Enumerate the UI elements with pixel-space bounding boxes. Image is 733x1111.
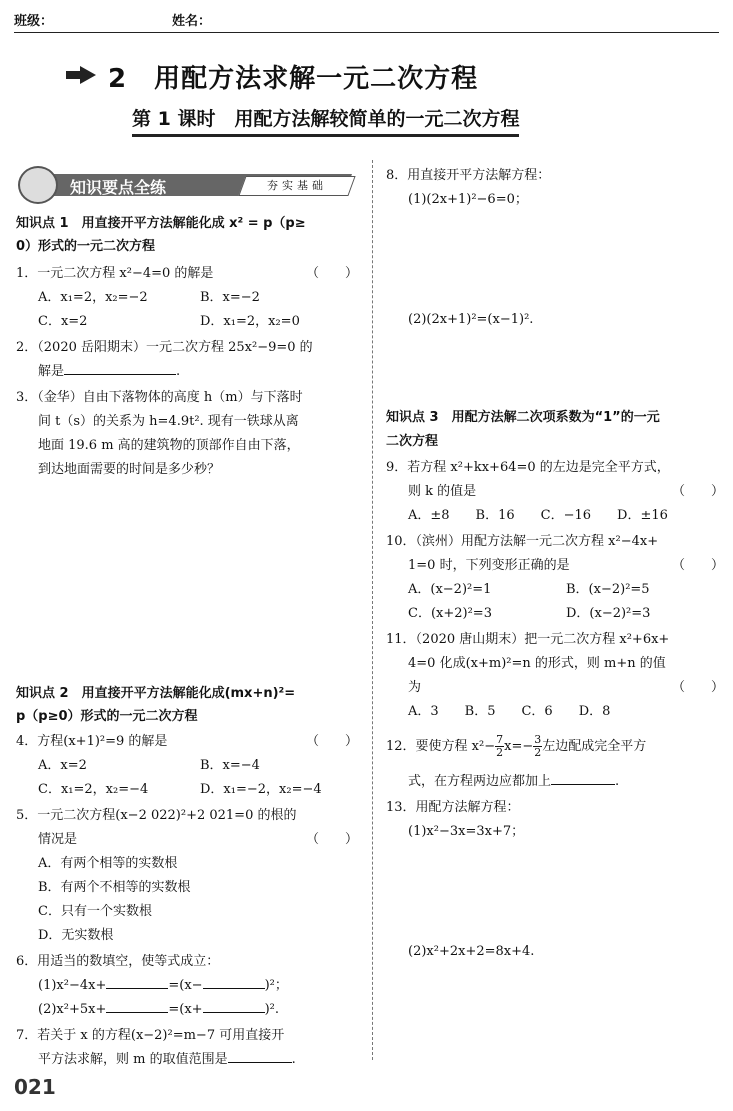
question-9-line1: 9．若方程 x²+kx+64=0 的左边是完全平方式， [386, 460, 670, 475]
banner-label: 知识要点全练 [70, 178, 167, 197]
q6-1-text-b: =(x− [168, 978, 203, 993]
knowledge-point-3-line2: 二次方程 [386, 434, 439, 449]
period: . [291, 1052, 296, 1067]
option-d: D．(x−2)²=3 [566, 606, 651, 621]
option-b: B．(x−2)²=5 [566, 582, 650, 597]
question-12-line1 [386, 734, 646, 759]
section-banner [14, 166, 356, 200]
fraction [495, 734, 504, 759]
option-c: C．x=2 [38, 314, 88, 329]
knowledge-point-2-line1: 知识点 2 用直接开平方法解能化成(mx+n)²= [16, 686, 296, 701]
q12-text-c: 式，在方程两边应都加上 [408, 774, 552, 789]
answer-blank[interactable] [106, 974, 168, 989]
answer-blank[interactable] [203, 974, 265, 989]
question-11-line2: 4=0 化成(x+m)²=n 的形式，则 m+n 的值 [408, 656, 666, 671]
option-c: C．x₁=2，x₂=−4 [38, 782, 149, 797]
question-9-line2: 则 k 的值是 [408, 484, 477, 499]
question-7-line1: 7．若关于 x 的方程(x−2)²=m−7 可用直接开 [16, 1028, 285, 1043]
question-12-line2 [408, 770, 619, 794]
question-3-line3: 地面 19.6 m 高的建筑物的顶部作自由下落， [38, 438, 300, 453]
question-13-part-1: (1)x²−3x=3x+7； [408, 824, 525, 839]
option-a: A．x₁=2，x₂=−2 [38, 290, 148, 305]
q6-2-text-c: )². [264, 1002, 279, 1017]
question-13-part-2: (2)x²+2x+2=8x+4. [408, 944, 535, 959]
question-6-part-1 [38, 974, 288, 998]
question-5-line1: 5．一元二次方程(x−2 022)²+2 021=0 的根的 [16, 808, 297, 823]
question-13: 13．用配方法解方程： [386, 800, 520, 815]
option-d: D．x₁=−2，x₂=−4 [200, 782, 322, 797]
q12-text-a: 12．要使方程 x²− [386, 739, 496, 754]
question-2-line2 [38, 360, 180, 384]
fraction-numerator: 3 [534, 733, 542, 746]
option-a: A．(x−2)²=1 [408, 582, 492, 597]
q12-text-b: 左边配成完全平方 [542, 739, 647, 754]
option-d: D．x₁=2，x₂=0 [200, 314, 300, 329]
option-d: D．无实数根 [38, 928, 114, 943]
fraction [533, 734, 542, 759]
knowledge-point-3-line1: 知识点 3 用配方法解二次项系数为“1”的一元 [386, 410, 660, 425]
question-6-part-2 [38, 998, 279, 1022]
answer-paren: （ ） [672, 680, 725, 695]
q6-1-text-c: )²； [264, 978, 288, 993]
answer-paren: （ ） [672, 558, 725, 573]
period: . [615, 774, 620, 789]
arrow-icon [66, 66, 96, 84]
q6-1-text-a: (1)x²−4x+ [38, 978, 107, 993]
knowledge-point-1-line1: 知识点 1 用直接开平方法解能化成 x² = p（p≥ [16, 216, 306, 231]
answer-blank[interactable] [228, 1048, 292, 1063]
question-10-line1: 10．（滨州）用配方法解一元二次方程 x²−4x+ [386, 534, 659, 549]
answer-blank[interactable] [106, 998, 168, 1013]
option-c: C．(x+2)²=3 [408, 606, 492, 621]
option-b: B．x=−4 [200, 758, 260, 773]
question-2-line1: 2．（2020 岳阳期末）一元二次方程 25x²−9=0 的 [16, 340, 313, 355]
question-8-part-1: (1)(2x+1)²−6=0； [408, 192, 528, 207]
lesson-subtitle: 第 1 课时 用配方法解较简单的一元二次方程 [132, 104, 519, 137]
period: . [176, 364, 181, 379]
question-8: 8．用直接开平方法解方程： [386, 168, 551, 183]
fraction-numerator: 7 [496, 733, 504, 746]
question-3-line1: 3．（金华）自由下落物体的高度 h（m）与下落时 [16, 390, 303, 405]
answer-blank[interactable] [203, 998, 265, 1013]
answer-blank[interactable] [64, 360, 176, 375]
question-8-part-2: (2)(2x+1)²=(x−1)². [408, 312, 534, 327]
question-5-line2: 情况是 [38, 832, 78, 847]
banner-tag [238, 176, 355, 196]
question-4: 4．方程(x+1)²=9 的解是 [16, 734, 168, 749]
question-3-line4: 到达地面需要的时间是多少秒？ [38, 462, 221, 477]
question-6: 6．用适当的数填空，使等式成立： [16, 954, 220, 969]
class-label: 班级： [14, 14, 54, 29]
column-divider [372, 160, 373, 1060]
fraction-denominator: 2 [534, 746, 542, 759]
question-11-line3: 为 [408, 680, 422, 695]
fraction-denominator: 2 [496, 746, 504, 759]
question-7-line2 [38, 1048, 296, 1072]
question-7-text: 平方法求解，则 m 的取值范围是 [38, 1052, 228, 1067]
question-3-line2: 间 t（s）的关系为 h=4.9t². 现有一铁球从离 [38, 414, 299, 429]
option-b: B．有两个不相等的实数根 [38, 880, 191, 895]
page-number: 021 [14, 1075, 56, 1099]
answer-paren: （ ） [306, 734, 359, 749]
mascot-icon [18, 166, 58, 204]
answer-paren: （ ） [306, 266, 359, 281]
answer-paren: （ ） [672, 484, 725, 499]
name-label: 姓名： [172, 14, 212, 29]
banner-tag-text: 夯实基础 [267, 179, 327, 192]
question-10-line2: 1=0 时，下列变形正确的是 [408, 558, 570, 573]
question-1: 1．一元二次方程 x²−4=0 的解是 [16, 266, 214, 281]
knowledge-point-2-line2: p（p≥0）形式的一元二次方程 [16, 709, 198, 724]
question-11-options: A．3 B．5 C．6 D．8 [408, 704, 611, 719]
header-rule [14, 32, 719, 33]
option-a: A．x=2 [38, 758, 87, 773]
option-c: C．只有一个实数根 [38, 904, 152, 919]
q6-2-text-a: (2)x²+5x+ [38, 1002, 107, 1017]
option-b: B．x=−2 [200, 290, 260, 305]
question-11-line1: 11．（2020 唐山期末）把一元二次方程 x²+6x+ [386, 632, 670, 647]
q6-2-text-b: =(x+ [168, 1002, 203, 1017]
q12-text-mid: x=− [504, 739, 534, 754]
knowledge-point-1-line2: 0）形式的一元二次方程 [16, 239, 156, 254]
question-9-options: A．±8 B．16 C．−16 D．±16 [408, 508, 668, 523]
page-title: 2 用配方法求解一元二次方程 [108, 64, 479, 94]
option-a: A．有两个相等的实数根 [38, 856, 178, 871]
answer-paren: （ ） [306, 832, 359, 847]
question-2-text: 解是 [38, 364, 65, 379]
answer-blank[interactable] [551, 770, 615, 785]
